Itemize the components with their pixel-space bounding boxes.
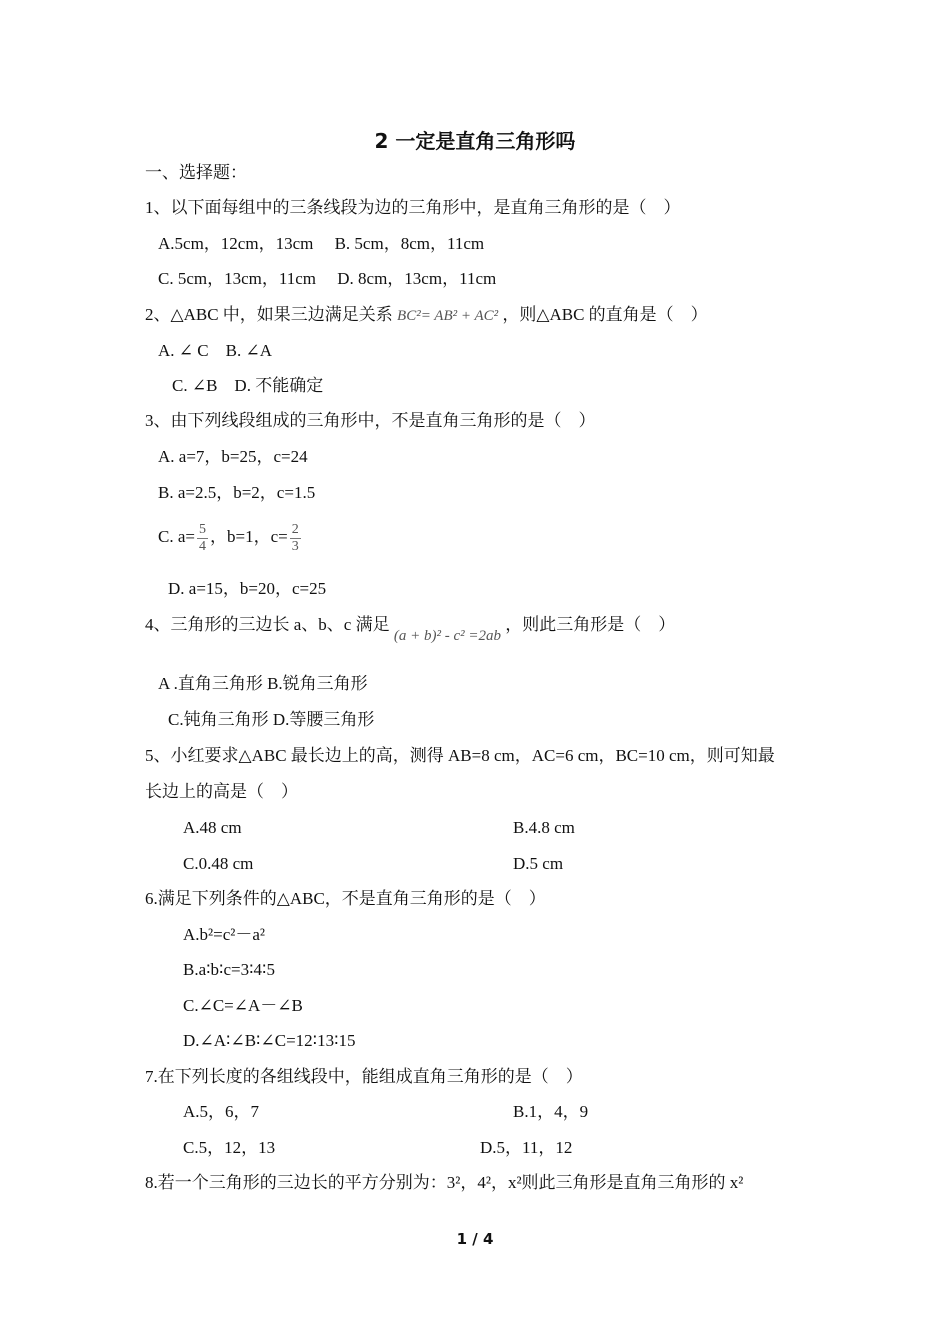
question-2-formula: BC²= AB² + AC² — [397, 308, 499, 324]
question-5-option-b: B.4.8 cm — [513, 818, 575, 837]
question-1-options-cd: C. 5cm，13cm，11cm D. 8cm，13cm，11cm — [158, 269, 497, 288]
question-6-option-d: D.∠A∶∠B∶∠C=12∶13∶15 — [183, 1031, 356, 1050]
question-3-option-c-pre: C. a= — [158, 527, 195, 546]
page-number: 1 / 4 — [456, 1230, 494, 1248]
question-1-stem: 1、以下面每组中的三条线段为边的三角形中，是直角三角形的是（ ） — [145, 198, 681, 217]
question-6-option-a: A.b²=c²－a² — [183, 925, 265, 944]
question-5-line-2: 长边上的高是（ ） — [145, 782, 298, 801]
document-title: 2 一定是直角三角形吗 — [374, 129, 576, 153]
question-3-stem: 3、由下列线段组成的三角形中，不是直角三角形的是（ ） — [145, 411, 596, 430]
question-3-option-c — [158, 520, 303, 555]
question-4-formula: (a + b)² - c² =2ab — [393, 628, 501, 644]
question-3-option-d: D. a=15，b=20，c=25 — [168, 579, 327, 598]
question-6-stem: 6.满足下列条件的△ABC，不是直角三角形的是（ ） — [145, 889, 546, 908]
question-3-option-c-mid: ，b=1，c= — [209, 527, 288, 546]
question-4-stem — [145, 614, 676, 644]
fraction-2-3: $\frac{2}{3}$ — [291, 521, 299, 554]
fraction-5-4: $\frac{5}{4}$ — [198, 521, 206, 554]
question-7-stem: 7.在下列长度的各组线段中，能组成直角三角形的是（ ） — [145, 1067, 583, 1086]
question-6-option-b: B.a∶b∶c=3∶4∶5 — [183, 960, 275, 979]
question-4-stem-pre: 4、三角形的三边长 a、b、c 满足 — [145, 615, 390, 634]
question-7-option-a: A.5，6，7 — [183, 1102, 260, 1121]
question-2-stem — [145, 304, 708, 327]
question-4-stem-post: ，则此三角形是（ ） — [505, 615, 676, 634]
question-2-stem-pre: 2、△ABC 中，如果三边满足关系 — [145, 305, 393, 324]
question-6-option-c: C.∠C=∠A－∠B — [183, 996, 303, 1015]
question-2-options-ab: A. ∠ C B. ∠A — [158, 341, 272, 360]
question-7-option-b: B.1，4，9 — [513, 1102, 589, 1121]
question-2-options-cd: C. ∠B D. 不能确定 — [172, 376, 324, 395]
question-5-option-d: D.5 cm — [513, 854, 564, 873]
question-4-options-cd: C.钝角三角形 D.等腰三角形 — [168, 710, 375, 729]
question-5-line-1: 5、小红要求△ABC 最长边上的高，测得 AB=8 cm，AC=6 cm，BC=10 cm，则可知最 — [145, 746, 775, 765]
question-7-option-c: C.5，12，13 — [183, 1138, 276, 1157]
section-heading: 一、选择题： — [145, 163, 247, 182]
question-5-option-a: A.48 cm — [183, 818, 242, 837]
question-3-option-b: B. a=2.5，b=2，c=1.5 — [158, 483, 316, 502]
question-2-stem-post: ，则△ABC 的直角是（ ） — [502, 305, 708, 324]
question-1-options-ab: A.5cm，12cm，13cm B. 5cm，8cm，11cm — [158, 234, 485, 253]
question-5-option-c: C.0.48 cm — [183, 854, 254, 873]
question-3-option-a: A. a=7，b=25，c=24 — [158, 447, 308, 466]
question-7-option-d: D.5，11，12 — [480, 1138, 573, 1157]
question-4-options-ab: A .直角三角形 B.锐角三角形 — [158, 674, 368, 693]
question-8-stem: 8.若一个三角形的三边长的平方分别为：3²，4²，x²则此三角形是直角三角形的 x² — [145, 1173, 744, 1192]
